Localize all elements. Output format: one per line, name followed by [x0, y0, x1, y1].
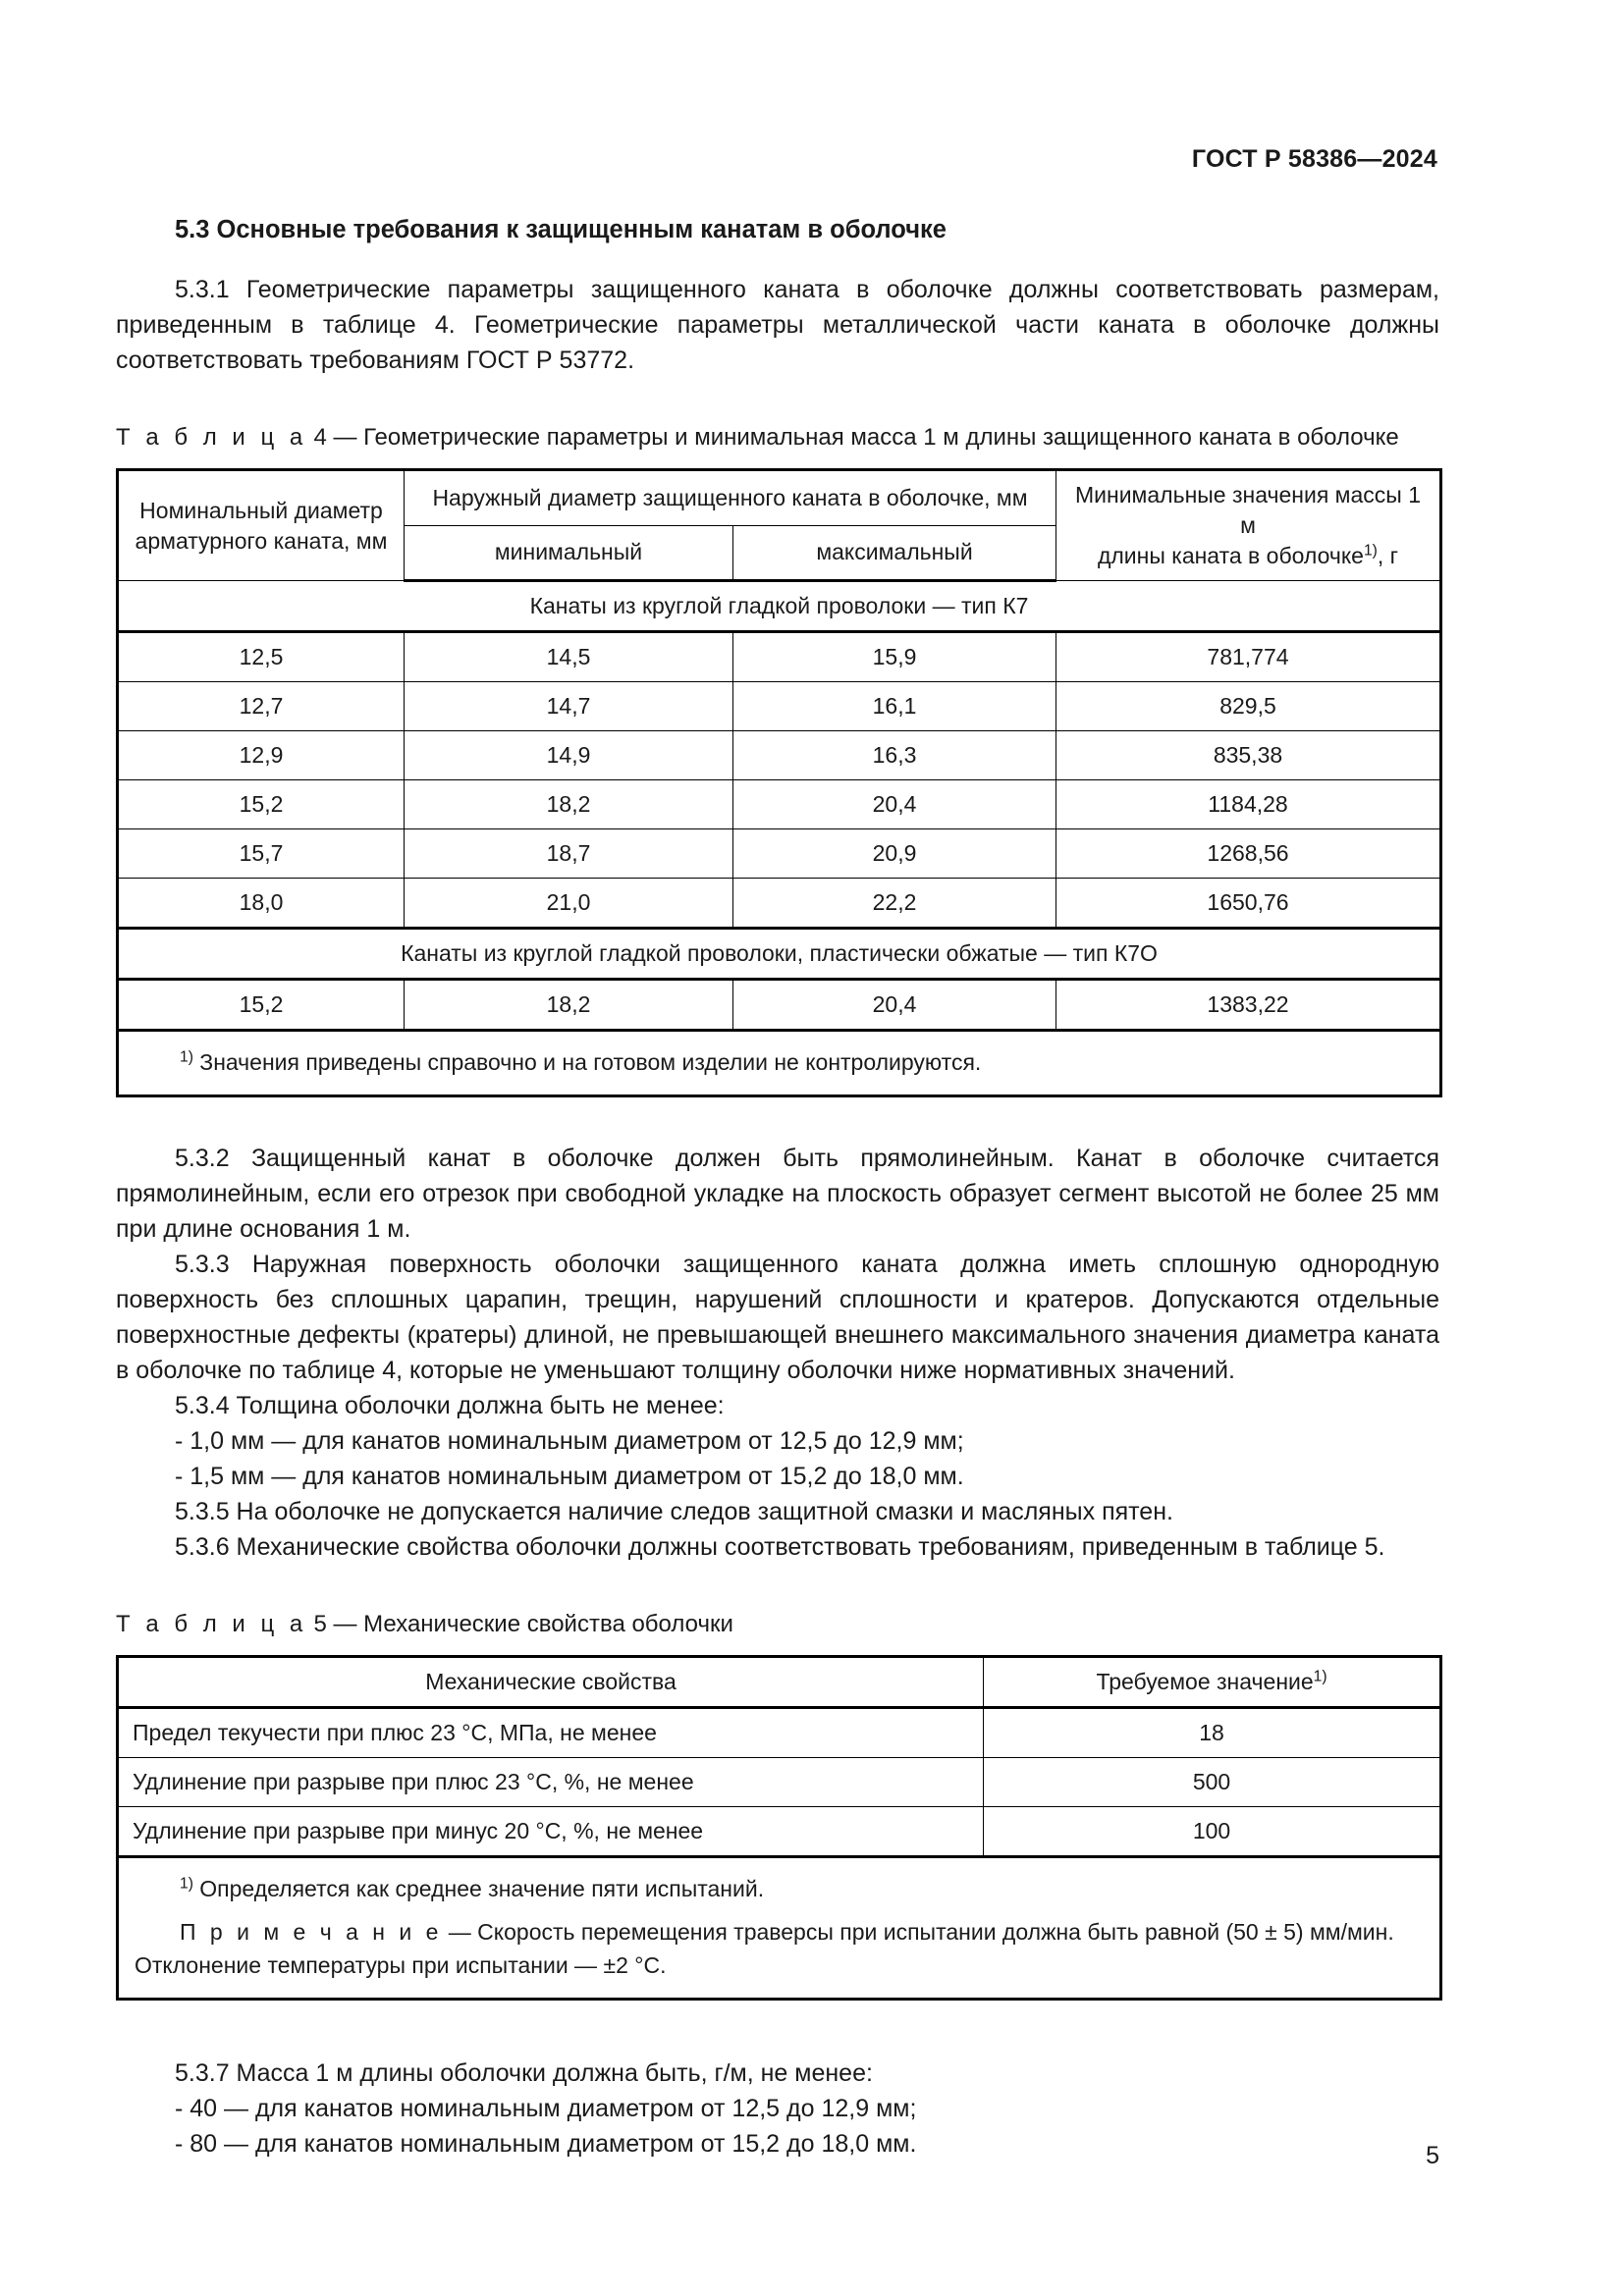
clause-5-3-6: 5.3.6 Механические свойства оболочки должны соответствовать требованиям, приведенным в таблице 5.: [175, 1533, 1385, 1562]
table-5-property: Предел текучести при плюс 23 °С, МПа, не менее: [118, 1708, 984, 1758]
table-4-cell: 14,9: [405, 731, 733, 780]
table-5-header-required-value-text: Требуемое значение: [1096, 1669, 1314, 1695]
table-4-header-min-mass-unit: , г: [1377, 543, 1399, 569]
table-5-note: [135, 1915, 1424, 1982]
table-4-header-maximal: максимальный: [733, 525, 1056, 581]
table-4-cell: 15,9: [733, 632, 1056, 682]
table-4-cell: 20,9: [733, 829, 1056, 879]
table-4-header-min-mass-line1: Минимальные значения массы 1 м: [1075, 482, 1421, 539]
section-title: 5.3 Основные требования к защищенным канатам в оболочке: [175, 216, 947, 243]
table-4-cell: 18,0: [118, 879, 405, 929]
table-5-value: 500: [984, 1758, 1441, 1807]
table-5-note-text: — Скорость перемещения траверсы при испытании должна быть равной (50 ± 5) мм/мин. Отклонение температуры при испытании — ±2 °С.: [135, 1919, 1394, 1979]
table-5-header-row: [118, 1657, 1441, 1708]
table-5-note-label: П р и м е ч а н и е: [180, 1919, 443, 1946]
table-4-cell: 12,5: [118, 632, 405, 682]
table-4-cell: 15,7: [118, 829, 405, 879]
table-4-cell: 16,1: [733, 682, 1056, 731]
table-4-cell: 21,0: [405, 879, 733, 929]
table-5-footnote-marker: 1): [180, 1875, 193, 1893]
table-5-header-footnote-marker: 1): [1313, 1668, 1327, 1685]
table-4-cell: 16,3: [733, 731, 1056, 780]
table-4-cell: 1383,22: [1056, 980, 1441, 1031]
table-4-cell: 20,4: [733, 780, 1056, 829]
table-4-cell: 12,7: [118, 682, 405, 731]
table-4-header-min-mass-footnote-marker: 1): [1363, 542, 1378, 560]
table-4-header-outer-diameter-group: Наружный диаметр защищенного каната в оболочке, мм: [405, 470, 1056, 526]
table-row: [118, 1807, 1441, 1857]
table-5: [116, 1655, 1442, 2001]
clause-5-3-2: 5.3.2 Защищенный канат в оболочке должен быть прямолинейным. Канат в оболочке считается прямолинейным, если его отрезок при свободной укладке на плоскость образует сегмент высотой не более 25 мм при длине основания 1 м.: [116, 1145, 1439, 1244]
page-number: 5: [1426, 2142, 1439, 2169]
table-row: [118, 780, 1441, 829]
running-header-standard-number: ГОСТ Р 58386—2024: [1191, 145, 1437, 173]
table-4-footnote-row: [118, 1031, 1441, 1096]
clause-5-3-7-item-1: - 40 — для канатов номинальным диаметром от 12,5 до 12,9 мм;: [175, 2095, 917, 2123]
table-4-cell: 18,2: [405, 780, 733, 829]
table-4-cell: 14,5: [405, 632, 733, 682]
table-4-cell: 1650,76: [1056, 879, 1441, 929]
table-4-footnote-marker: 1): [180, 1048, 193, 1066]
table-4-cell: 18,2: [405, 980, 733, 1031]
clause-5-3-7-item-2: - 80 — для канатов номинальным диаметром от 15,2 до 18,0 мм.: [175, 2130, 917, 2159]
table-4-cell: 20,4: [733, 980, 1056, 1031]
table-row: [118, 1708, 1441, 1758]
table-4-header-minimal: минимальный: [405, 525, 733, 581]
table-5-caption-number: 5: [313, 1611, 327, 1638]
table-4-cell: 1268,56: [1056, 829, 1441, 879]
clause-5-3-4-item-1: - 1,0 мм — для канатов номинальным диаметром от 12,5 до 12,9 мм;: [175, 1427, 964, 1456]
table-4-cell: 12,9: [118, 731, 405, 780]
table-4-group-title-row-2: [118, 929, 1441, 980]
table-row: [118, 980, 1441, 1031]
table-4-cell: 15,2: [118, 780, 405, 829]
table-4-caption-text: — Геометрические параметры и минимальная масса 1 м длины защищенного каната в оболочке: [333, 424, 1399, 452]
table-4-footnote: [118, 1031, 1441, 1096]
table-5-header-required-value: [984, 1657, 1441, 1708]
table-row: [118, 632, 1441, 682]
table-4-caption-label: Т а б л и ц а: [116, 424, 307, 452]
clause-5-3-4: 5.3.4 Толщина оболочки должна быть не менее:: [175, 1392, 725, 1420]
table-4-cell: 835,38: [1056, 731, 1441, 780]
clause-5-3-1: 5.3.1 Геометрические параметры защищенного каната в оболочке должны соответствовать размерам, приведенным в таблице 4. Геометрические параметры металлической части каната в оболочке должны соответствовать требованиям ГОСТ Р 53772.: [116, 276, 1439, 375]
clause-5-3-7: 5.3.7 Масса 1 м длины оболочки должна быть, г/м, не менее:: [175, 2059, 873, 2088]
table-4-caption-number: 4: [313, 424, 327, 452]
page-content: [116, 214, 1439, 2162]
table-5-caption-text: — Механические свойства оболочки: [333, 1611, 733, 1638]
table-4-cell: 22,2: [733, 879, 1056, 929]
table-4-group-1-title: Канаты из круглой гладкой проволоки — тип К7: [118, 581, 1441, 632]
table-4-group-title-row-1: [118, 581, 1441, 632]
table-4-header-min-mass: [1056, 470, 1441, 581]
table-5-footnote-text: Определяется как среднее значение пяти испытаний.: [199, 1876, 765, 1902]
table-4-cell: 829,5: [1056, 682, 1441, 731]
table-4-header-min-mass-line2: длины каната в оболочке: [1097, 543, 1364, 569]
table-4: [116, 468, 1442, 1097]
table-4-cell: 18,7: [405, 829, 733, 879]
table-row: [118, 879, 1441, 929]
table-5-property: Удлинение при разрыве при минус 20 °С, %, не менее: [118, 1807, 984, 1857]
table-4-cell: 14,7: [405, 682, 733, 731]
table-5-footnote: [135, 1872, 1424, 1905]
table-5-value: 100: [984, 1807, 1441, 1857]
table-row: [118, 731, 1441, 780]
clause-5-3-5: 5.3.5 На оболочке не допускается наличие следов защитной смазки и масляных пятен.: [175, 1498, 1173, 1526]
table-4-group-2-title: Канаты из круглой гладкой проволоки, пластически обжатые — тип К7О: [118, 929, 1441, 980]
clause-5-3-4-item-2: - 1,5 мм — для канатов номинальным диаметром от 15,2 до 18,0 мм.: [175, 1463, 964, 1491]
table-row: [118, 682, 1441, 731]
clause-5-3-3: 5.3.3 Наружная поверхность оболочки защищенного каната должна иметь сплошную однородную поверхность без сплошных царапин, трещин, нарушений сплошности и кратеров. Допускаются отдельные поверхностные дефекты (кратеры) длиной, не превышающей внешнего максимального значения диаметра каната в оболочке по таблице 4, которые не уменьшают толщину оболочки ниже нормативных значений.: [116, 1251, 1439, 1385]
table-4-cell: 781,774: [1056, 632, 1441, 682]
table-5-caption-label: Т а б л и ц а: [116, 1611, 307, 1638]
table-4-caption: [116, 421, 1439, 454]
table-5-footnote-and-note: [118, 1857, 1441, 2000]
table-4-cell: 15,2: [118, 980, 405, 1031]
table-5-header-mechanical-properties: Механические свойства: [118, 1657, 984, 1708]
table-5-caption: [116, 1608, 1439, 1641]
table-4-cell: 1184,28: [1056, 780, 1441, 829]
table-5-property: Удлинение при разрыве при плюс 23 °С, %, не менее: [118, 1758, 984, 1807]
table-5-value: 18: [984, 1708, 1441, 1758]
table-row: [118, 1758, 1441, 1807]
table-row: [118, 829, 1441, 879]
table-4-footnote-text: Значения приведены справочно и на готовом изделии не контролируются.: [199, 1049, 982, 1076]
table-4-header-nominal-diameter: Номинальный диаметр арматурного каната, мм: [118, 470, 405, 581]
table-5-footnote-row: [118, 1857, 1441, 2000]
table-4-header-row-1: [118, 470, 1441, 526]
